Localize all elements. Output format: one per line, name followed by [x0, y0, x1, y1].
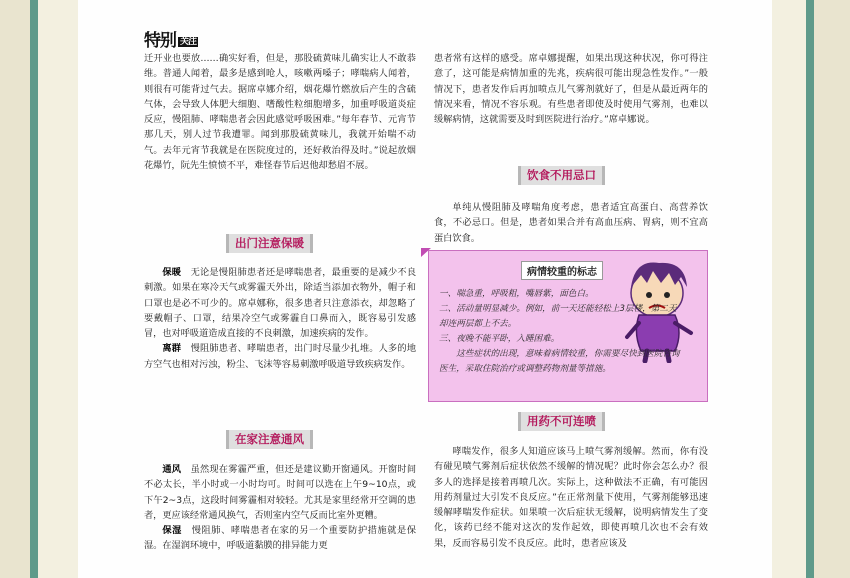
box-line-2: 二、活动量明显减少。例如，前一天还能轻松上3层楼，第二天却连两层都上不去。 — [439, 304, 677, 329]
box-title: 病情较重的标志 — [521, 261, 603, 280]
lead-humidity: 保湿 — [162, 525, 182, 537]
left-column-middle — [144, 265, 416, 372]
left-paragraph-warmth — [144, 265, 416, 341]
left-column-bottom — [144, 462, 416, 554]
lead-warmth: 保暖 — [162, 267, 182, 278]
left-paragraph-1: 迁开业也要放……确实好看，但是，那股硫黄味儿确实让人不敢恭维。普通人闻着，最多是感到呛人，咳嗽两嗓子；哮喘病人闻着，则很有可能背过气去。据席卓娜介绍，烟花爆竹燃放后产生的含硫气体，会导致人体肥大细胞、嗜酸性粒细胞增多，加重呼吸道炎症反应，慢阻肺、哮喘患者会因此感觉呼吸困难。”每年春节、元宵节那几天，别人过节我遭罪。闻到那股硫黄味儿，我就开始喘不动气。去年元宵节我就是在医院度过的，还好救治得及时。”说起放烟花爆竹，阮先生愤愤不平，难怪春节后迟他却愁眉不展。 — [144, 53, 416, 172]
text-humidity: 慢阻肺、哮喘患者在家的另一个重要防护措施就是保湿。在湿润环境中，呼吸道黏膜的排异能力更 — [144, 525, 417, 552]
right-margin — [772, 0, 806, 578]
box-line-3: 三、夜晚不能平卧，入睡困难。 — [439, 334, 560, 344]
right-teal-stripe — [806, 0, 814, 578]
left-background-band — [0, 0, 30, 578]
right-column-top — [434, 51, 708, 127]
box-line-4: 这些症状的出现，意味着病情较重，你需要尽快到医院咨询医生，采取住院治疗或调整药物剂量等措施。 — [439, 349, 680, 374]
left-margin — [38, 0, 78, 578]
logo-main-text: 特别 — [144, 31, 176, 51]
lead-ventilation: 通风 — [162, 464, 182, 475]
lead-crowd: 离群 — [162, 343, 182, 355]
right-column-bottom — [434, 444, 708, 551]
heading-diet: 饮食不用忌口 — [518, 166, 605, 185]
right-paragraph-1: 患者常有这样的感受。席卓娜提醒，如果出现这种状况，你可得注意了，这可能是病情加重的先兆，疾病很可能出现急性发作。”一般情况下，患者发作后再加喷点儿气雾剂就好了，但是从最近两年的情况来看，情况不容乐观。有些患者即使及时使用气雾剂，也难以缓解病情，这就需要及时到医院进行治疗。”席卓娜说。 — [434, 53, 708, 126]
heading-go-out-warm: 出门注意保暖 — [226, 234, 313, 253]
section-logo — [144, 26, 198, 51]
severity-signs-box — [428, 250, 708, 402]
right-column-diet — [434, 200, 708, 246]
left-teal-stripe — [30, 0, 38, 578]
left-paragraph-ventilation — [144, 462, 416, 523]
logo-tag-text: 关注 — [180, 37, 197, 47]
right-paragraph-diet: 单纯从慢阻肺及哮喘角度考虑，患者适宜高蛋白、高营养饮食，不必忌口。但是，患者如果合并有高血压病、胃病，则不宜高蛋白饮食。 — [434, 202, 708, 244]
left-column-top — [144, 51, 416, 173]
box-line-1: 一、喘急重，呼吸粗，嘴唇紫，面色白。 — [439, 289, 594, 299]
heading-medication: 用药不可连喷 — [518, 412, 605, 431]
right-paragraph-medication: 哮喘发作，很多人知道应该马上喷气雾剂缓解。然而，你有没有碰见喷气雾剂后症状依然不缓解的情况呢？此时你会怎么办？很多人的选择是接着再喷几次。实际上，这种做法不正确，有可能因用药剂量过大引发不良反应。”在正常剂量下使用，气雾剂能够迅速缓解哮喘发作症状。如果喷一次后症状无缓解，说明病情发生了变化，该药已经不能对这次的发作起效，即使再喷几次也不会有效果，反而容易引发不良反应。此时，患者应该及 — [434, 446, 708, 549]
text-crowd: 慢阻肺患者、哮喘患者，出门时尽量少扎堆。人多的地方空气也相对污浊，粉尘、飞沫等容易刺激呼吸道导致疾病发作。 — [144, 343, 417, 370]
right-background-band — [814, 0, 850, 578]
text-ventilation: 虽然现在雾霾严重，但还是建议勤开窗通风。开窗时间不必太长，半小时或一小时均可。时间可以选在上午9~10点，或下午2~3点，这段时间雾霾相对较轻。尤其是家里经常开空调的患者，更应该经常通风换气，否则室内空气反而比室外更糟。 — [144, 464, 417, 521]
heading-home-ventilation: 在家注意通风 — [226, 430, 313, 449]
box-body — [439, 287, 684, 377]
left-paragraph-humidity — [144, 523, 416, 554]
left-paragraph-crowd — [144, 341, 416, 372]
text-warmth: 无论是慢阻肺患者还是哮喘患者，最重要的是减少不良刺激。如果在寒冷天气或雾霾天外出，除适当添加衣物外，帽子和口罩也是必不可少的。席卓娜称，很多患者只注意添衣，却忽略了要戴帽子、口罩，结果冷空气或雾霾自口鼻而入，既容易引发感冒，也对呼吸道造成直接的不良刺激，加速疾病的发作。 — [144, 267, 417, 340]
